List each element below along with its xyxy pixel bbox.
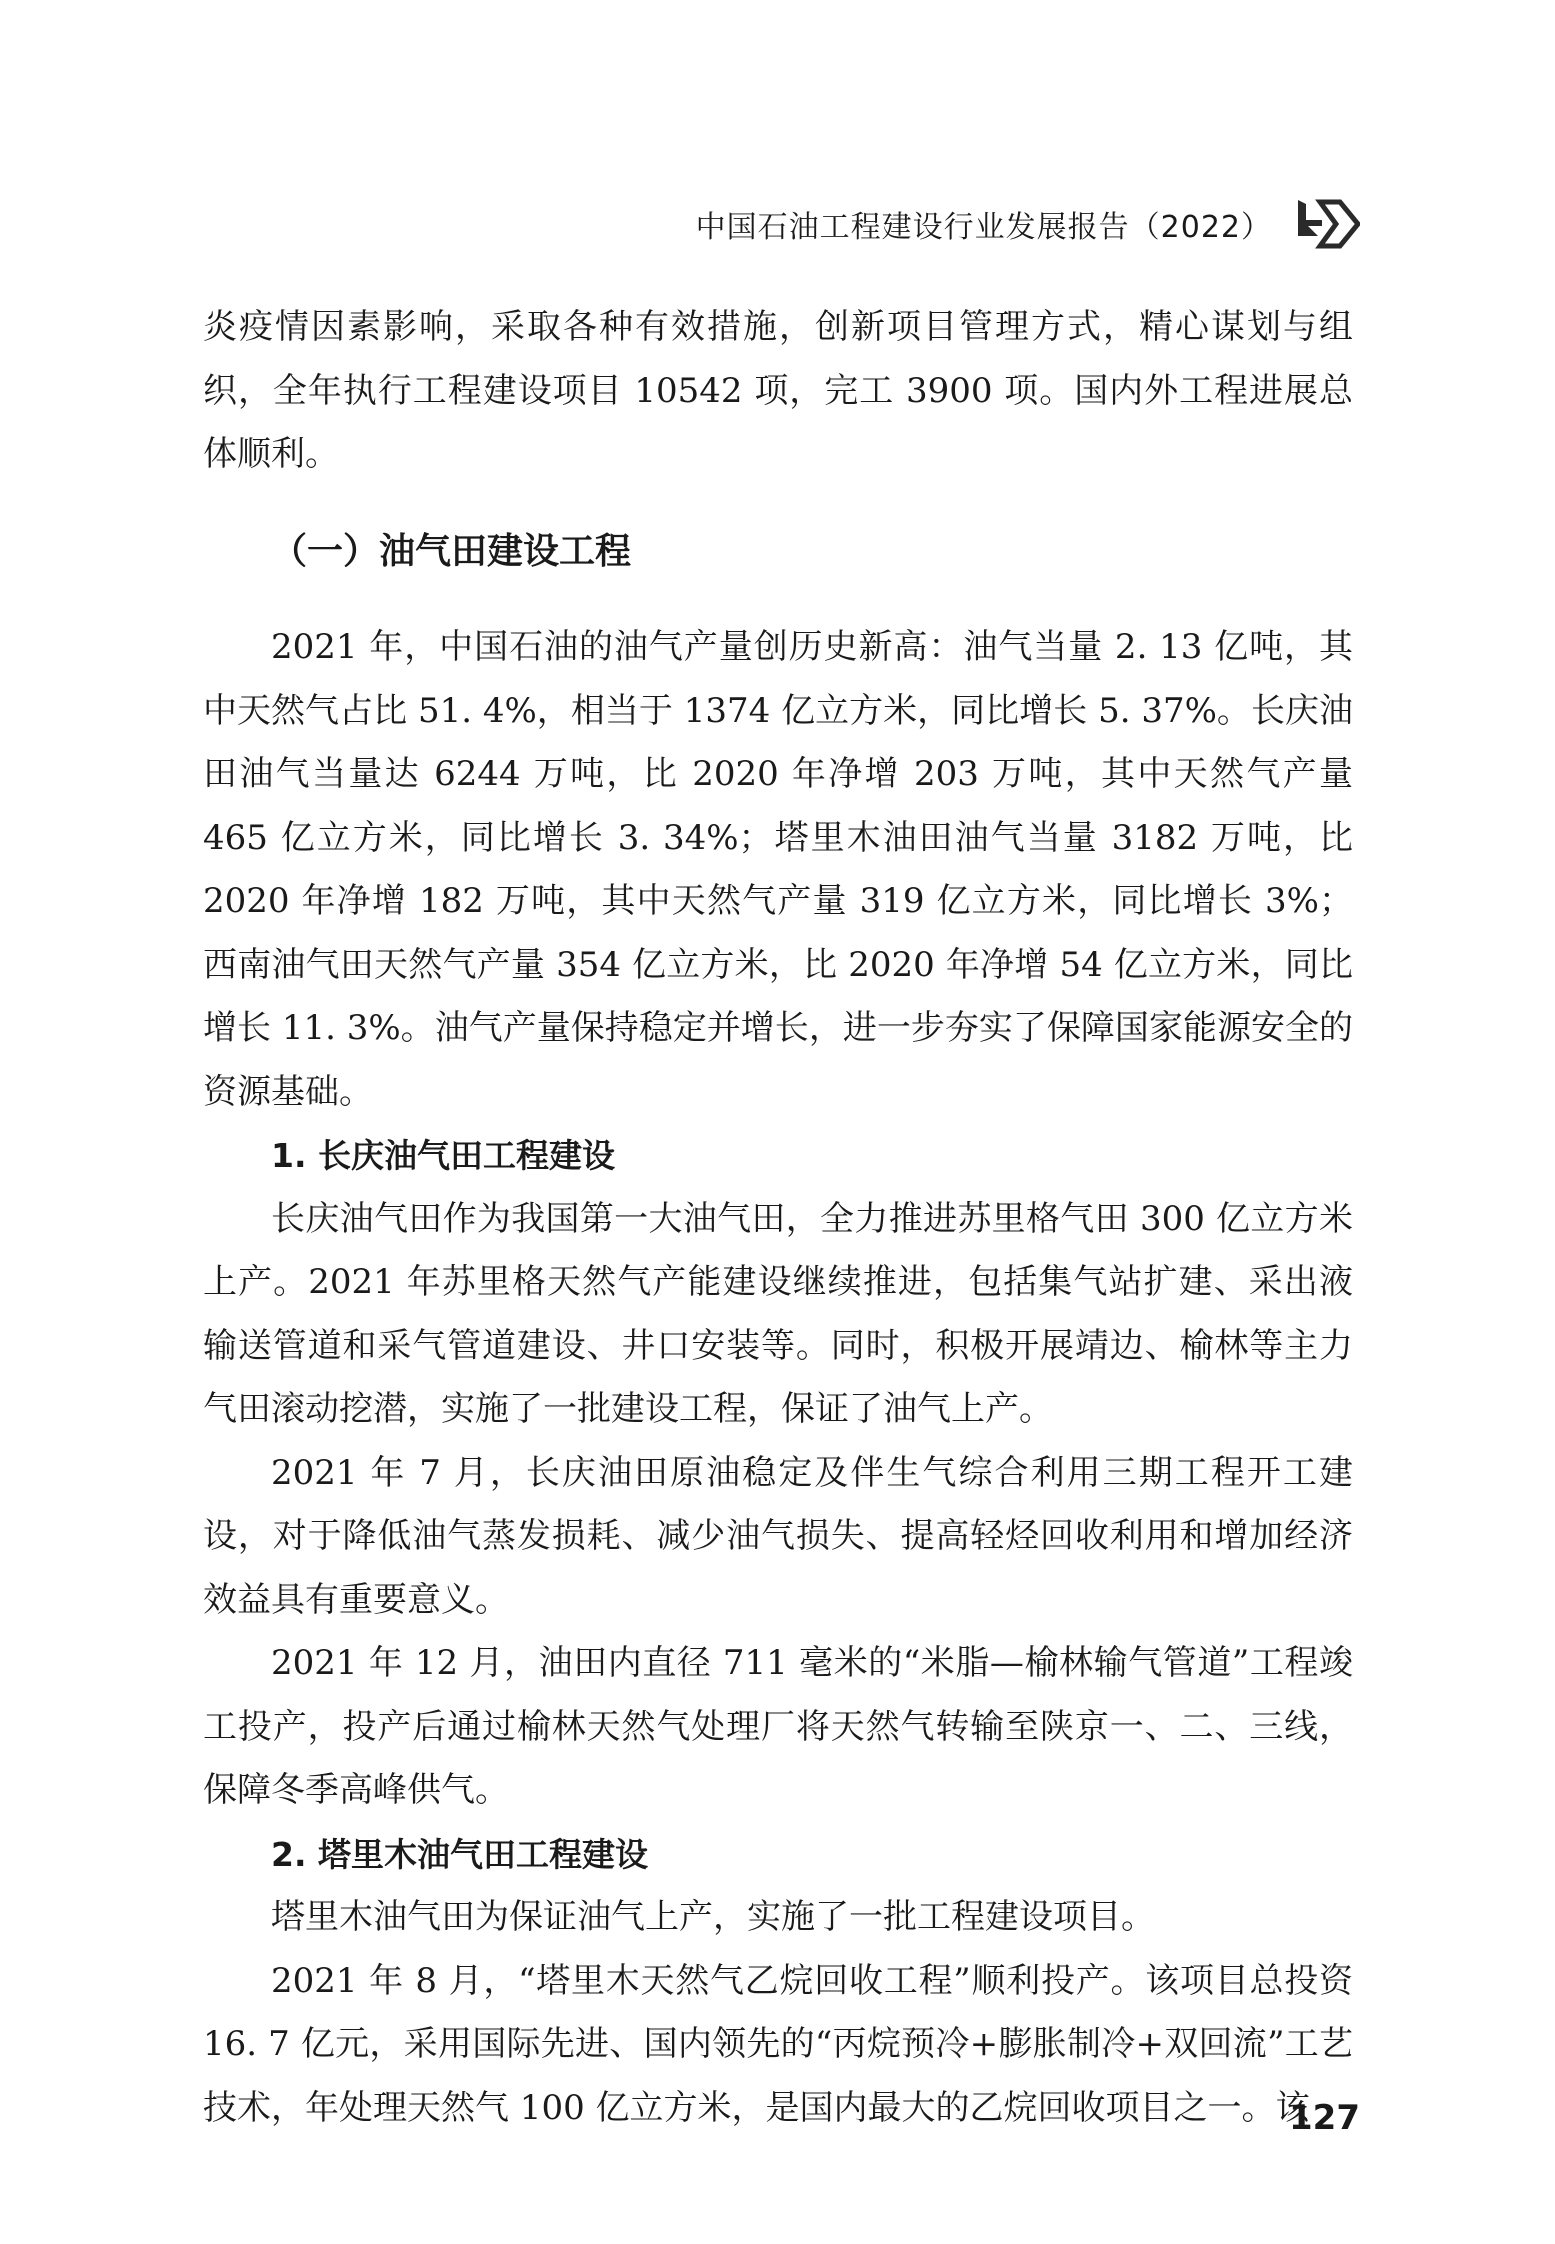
subheading-tarim: 2. 塔里木油气田工程建设 bbox=[271, 1834, 648, 1874]
page-number: 127 bbox=[1289, 2098, 1360, 2138]
paragraph-production: 2021 年，中国石油的油气产量创历史新高：油气当量 2. 13 亿吨，其中天然气占比 51. 4%，相当于 1374 亿立方米，同比增长 5. 37%。长庆油田油气当量达 6244 万吨，比 2020 年净增 203 万吨，其中天然气产量 465 亿立方米，同比增长 3. 34%；塔里木油田油气当量 3182 万吨，比 2020 年净增 182 万吨，其中天然气产量 319 亿立方米，同比增长 3%；西南油气田天然气产量 354 亿立方米，比 2020 年净增 54 亿立方米，同比增长 11. 3%。油气产量保持稳定并增长，进一步夯实了保障国家能源安全的资源基础。 bbox=[203, 627, 1353, 1112]
running-header bbox=[696, 196, 1360, 252]
paragraph-changqing-december: 2021 年 12 月，油田内直径 711 毫米的“米脂—榆林输气管道”工程竣工投产，投产后通过榆林天然气处理厂将天然气转输至陕京一、二、三线，保障冬季高峰供气。 bbox=[203, 1643, 1353, 1810]
paragraph-tarim: 塔里木油气田为保证油气上产，实施了一批工程建设项目。 bbox=[271, 1897, 1155, 1937]
intro-paragraph: 炎疫情因素影响，采取各种有效措施，创新项目管理方式，精心谋划与组织，全年执行工程建设项目 10542 项，完工 3900 项。国内外工程进展总体顺利。 bbox=[203, 307, 1353, 474]
paragraph-changqing-july: 2021 年 7 月，长庆油田原油稳定及伴生气综合利用三期工程开工建设，对于降低油气蒸发损耗、减少油气损失、提高轻烃回收利用和增加经济效益具有重要意义。 bbox=[203, 1452, 1353, 1620]
header-title: 中国石油工程建设行业发展报告（2022） bbox=[695, 210, 1272, 245]
paragraph-tarim-august: 2021 年 8 月，“塔里木天然气乙烷回收工程”顺利投产。该项目总投资 16. 7 亿元，采用国际先进、国内领先的“丙烷预冷+膨胀制冷+双回流”工艺技术，年处理天然气 100 亿立方米，是国内最大的乙烷回收项目之一。该 bbox=[203, 1960, 1353, 2128]
paragraph-changqing: 长庆油气田作为我国第一大油气田，全力推进苏里格气田 300 亿立方米上产。2021 年苏里格天然气产能建设继续推进，包括集气站扩建、采出液输送管道和采气管道建设、井口安装等。同时，积极开展靖边、榆林等主力气田滚动挖潜，实施了一批建设工程，保证了油气上产。 bbox=[203, 1198, 1353, 1429]
arrow-chevron-logo-icon bbox=[1294, 196, 1360, 252]
page-body bbox=[203, 296, 1353, 2140]
section-heading: （一）油气田建设工程 bbox=[271, 530, 632, 572]
subheading-changqing: 1. 长庆油气田工程建设 bbox=[271, 1136, 615, 1175]
